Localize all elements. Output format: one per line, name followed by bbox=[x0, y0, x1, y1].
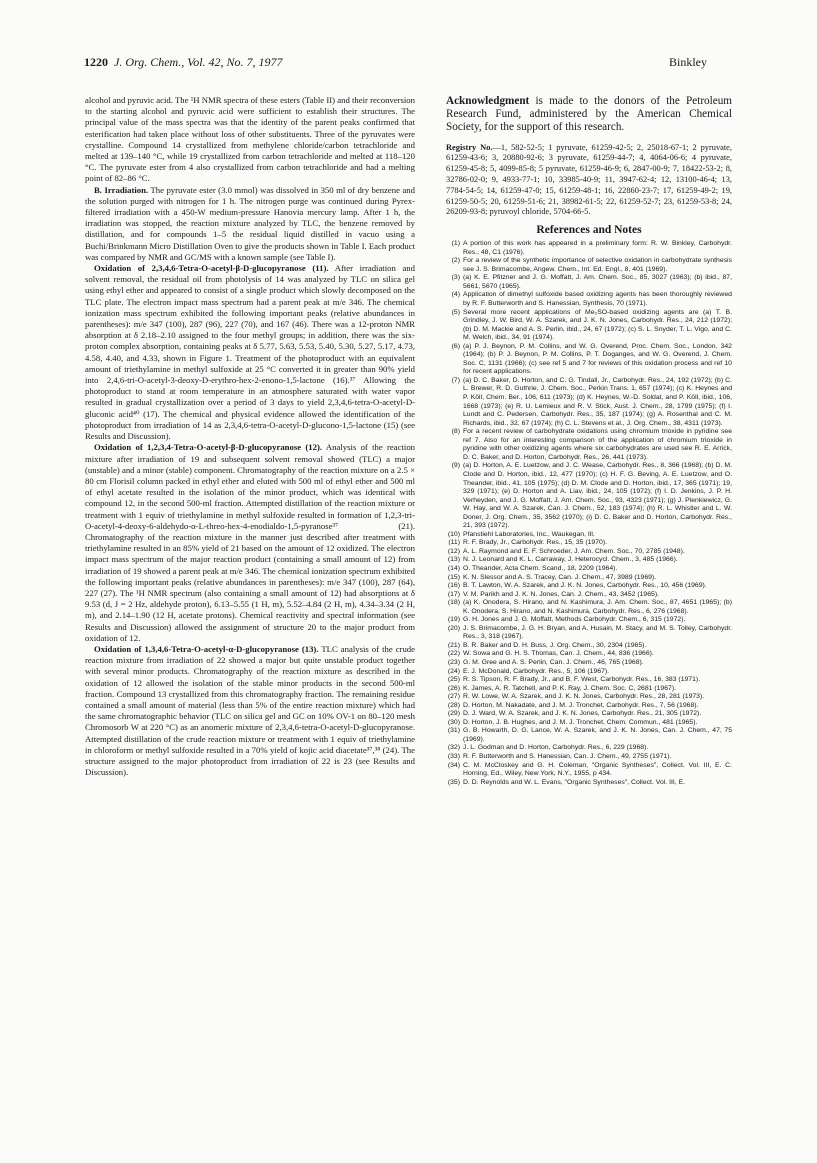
reference-item bbox=[446, 650, 732, 659]
reference-item bbox=[446, 702, 732, 711]
paragraph-heading: Oxidation of 2,3,4,6-Tetra-O-acetyl-β-D-glucopyranose (11). bbox=[94, 263, 329, 274]
reference-number: (6) bbox=[451, 342, 460, 350]
reference-number: (8) bbox=[451, 428, 460, 436]
paragraph-text: After irradiation and solvent removal, the residual oil from photolysis of 14 was analyzed by TLC on silica gel using ethyl ether and appeared to consist of a single product which slowly decomposed on the TLC plate. The electron impact mass spectrum had a parent peak at m/e 346. The chemical ionization mass spectrum exhibited the following important peaks (relative abundances in parentheses): m/e 347 (100), 287 (96), 227 (70), and 167 (46). There was a 12-proton NMR absorption at δ 2.18–2.10 assigned to the four methyl groups; in addition, there was the six-proton complex absorption, containing peaks at δ 5.77, 5.63, 5.53, 5.40, 5.30, 5.27, 5.17, 4.73, 4.58, 4.40, and 4.33, shown in Figure 1. Treatment of the photoproduct with an equivalent amount of triethylamine in methyl sulfoxide at 25 °C converted it in greater than 90% yield into 2,4,6-tri-O-acetyl-3-deoxy-D-erythro-hex-2-enono-1,5-lactone (16).³⁷ Allowing the photoproduct to stand at room temperature in an atmosphere saturated with water vapor resulted in gradual crystallization over a period of 3 days to yield 2,3,4,6-tetra-O-acetyl-D-gluconic acid⁴⁰ (17). The chemical and physical evidence allowed the identification of the photoproduct from irradiation of 14 as 2,3,4,6-tetra-O-acetyl-D-glucono-1,5-lactone (15) (see Results and Discussion). bbox=[85, 263, 415, 442]
reference-text: (a) P. J. Beynon, P. M. Collins, and W. G. Overend, Proc. Chem. Soc., London, 342 (1964); (b) P. J. Beynon, P. M. Collins, P. T. Doganges, and W. G. Overend, J. Chem. Soc. C, 1131 (1966); (c) see ref 5 and 7 for reviews of this oxidation process and ref 10 for recent applications. bbox=[463, 342, 732, 376]
reference-text: Several more recent applications of Me₂SO-based oxidizing agents are (a) T. B. Grindley, J. W. Bird, W. A. Szarek, and J. K. N. Jones, Carbohydr. Res., 24, 212 (1972); (b) D. M. Mackie and A. S. Perlin, ibid., 24, 67 (1972); (c) S. L. Snyder, T. L. Vigo, and C. M. Welch, ibid., 34, 91 (1974). bbox=[463, 308, 732, 342]
reference-item bbox=[446, 642, 732, 651]
references-title: References and Notes bbox=[536, 224, 642, 237]
reference-number: (24) bbox=[447, 667, 460, 675]
reference-text: J. S. Brimacombe, J. G. H. Bryan, and A. Husain, M. Stacy, and M. S. Tolley, Carbohydr. Res., 3, 318 (1967). bbox=[463, 624, 732, 641]
page-number: 1220 bbox=[84, 55, 108, 69]
paragraph bbox=[85, 185, 415, 263]
reference-number: (31) bbox=[447, 727, 460, 735]
reference-number: (22) bbox=[447, 650, 460, 658]
reference-number: (11) bbox=[448, 539, 460, 547]
paragraph-text: Analysis of the reaction mixture after irradiation of 19 and subsequent solvent removal showed (TLC) a major (unstable) and a minor (stable) component. Chromatography of the reaction mixture on a 2.5 × 80 cm Florisil column packed in ethyl ether and eluted with 500 ml of ethyl ether and 500 ml of ethyl acetate resulted in the isolation of the minor product, which was identical with compound 12, in the second 500-ml fraction. Attempted distillation of the reaction mixture or treatment with 1 equiv of triethylamine in methyl sulfoxide resulted in formation of 1,2,3-tri-O-acetyl-4-deoxy-6-aldehydo-α-L-threo-hex-4-enodialdo-1,5-pyranose³⁷ (21). Chromatography of the reaction mixture in the manner just described after treatment with triethylamine resulted in an 85% yield of 21 based on the amount of 12 oxidized. The electron impact mass spectrum of the major reaction product (containing a small amount of 12) from irradiation of 19 showed a parent peak at m/e 346. The chemical ionization spectrum exhibited the following important peaks (relative abundances in parentheses): m/e 347 (100), 287 (64), 227 (27). The ¹H NMR spectrum (also containing a small amount of 12) had absorptions at δ 9.53 (d, J = 2 Hz, aldehyde proton), 6.13–5.55 (1 H, m), 5.52–4.84 (2 H, m), 4.34–3.34 (2 H, m), and 2.14–1.90 (12 H, acetate protons). Chemical reactivity and spectral information (see Results and Discussion) allowed the assignment of structure 20 to the major product from oxidation of 12. bbox=[85, 442, 415, 643]
reference-number: (17) bbox=[447, 590, 460, 598]
registry-numbers bbox=[446, 143, 732, 219]
reference-text: (a) D. Horton, A. E. Luetzow, and J. C. Wease, Carbohydr. Res., 8, 366 (1968); (b) D. M. Clode and D. Horton, ibid., 12, 477 (1970); (c) H. F. G. Beving, A. E. Luetzow, and O. Theander, ibid., 41, 105 (1975); (d) D. M. Clode and D. Horton, ibid., 17, 365 (1971); 19, 329 (1971); (e) D. Horton and A. Liav, ibid., 24, 105 (1972); (f) I. D. Jenkins, J. P. H. Verheyden, and J. G. Moffatt, J. Am. Chem. Soc., 93, 4323 (1971); (g) J. Plenkiewicz, G. W. Hay, and W. A. Szarek, Can. J. Chem., 52, 183 (1974); (h) R. L. Whistler and L. W. Doner, J. Org. Chem., 35, 3562 (1970); (i) D. C. Baker and D. Horton, Carbohydr. Res., 21, 393 (1972). bbox=[463, 462, 732, 530]
left-column bbox=[85, 95, 415, 1095]
reference-text: R. S. Tipson, R. F. Brady, Jr., and B. F. West, Carbohydr. Res., 16, 383 (1971). bbox=[463, 676, 701, 684]
reference-text: For a recent review of carbohydrate oxidations using chromium trioxide in pyridine see ref 7. Also for an interesting comparison of the application of chromium trioxide in pyridine with other oxidizing agents where six carbohydrates are used see R. E. Arrick, D. C. Baker, and D. Horton, Carbohydr. Res., 26, 441 (1973). bbox=[463, 428, 732, 461]
paragraph-text: alcohol and pyruvic acid. The ¹H NMR spectra of these esters (Table II) and their reconversion to the starting alcohol and pyruvic acid were sufficient to establish their structures. The principal value of the mass spectra was that the identity of the parent peaks confirmed that esterification had taken place without loss of other substituents. Three of the pyruvates were crystalline. Compound 14 crystallized from methylene chloride/carbon tetrachloride and melted at 139–140 °C, while 19 crystallized from carbon tetrachloride and melted at 118–120 °C. The pyruvate ester from 4 also crystallized from carbon tetrachloride and had a melting point of 82–86 °C. bbox=[85, 95, 415, 184]
reference-number: (29) bbox=[447, 710, 460, 718]
reference-number: (21) bbox=[447, 641, 460, 649]
reference-number: (1) bbox=[451, 240, 460, 248]
reference-text: B. R. Baker and D. H. Buss, J. Org. Chem., 30, 2304 (1965). bbox=[463, 641, 647, 649]
paragraph bbox=[85, 263, 415, 442]
paragraph bbox=[85, 95, 415, 185]
reference-number: (33) bbox=[447, 753, 460, 760]
reference-item bbox=[446, 565, 732, 574]
acknowledgment-head: Acknowledgment bbox=[446, 95, 530, 107]
reference-item bbox=[446, 676, 732, 685]
reference-text: G. B. Howarth, D. G. Lance, W. A. Szarek, and J. K. N. Jones, Can. J. Chem., 47, 75 (1969). bbox=[463, 727, 732, 743]
reference-number: (10) bbox=[447, 530, 460, 538]
reference-text: C. M. McCloskey and G. H. Coleman, "Organic Syntheses", Collect. Vol. III, E. C. Horning, Ed., Wiley, New York, N.Y., 1955, p 434. bbox=[463, 761, 732, 778]
reference-number: (20) bbox=[447, 624, 460, 632]
reference-text: Pfanstiehl Laboratories, Inc., Waukegan, Ill. bbox=[463, 530, 595, 538]
paragraph-text: The pyruvate ester (3.0 mmol) was dissolved in 350 ml of dry benzene and the solution purged with nitrogen for 1 h. The nitrogen purge was continued during Pyrex-filtered irradiation with a 450-W medium-pressure Hanovia mercury lamp. After 1 h, the irradiation was stopped, the reaction mixture analyzed by TLC, the benzene removed by distillation, and for compounds 1–5 the residual liquid distilled in vacuo using a Buchi/Brinkmann Micro Distillation Oven to give the products shown in Table I. Each product was compared by NMR and GC/MS with a known sample (see Table I). bbox=[85, 184, 415, 262]
reference-item bbox=[446, 727, 732, 744]
reference-item bbox=[446, 462, 732, 530]
right-column bbox=[446, 95, 732, 1105]
reference-text: D. Horton, J. B. Hughes, and J. M. J. Tronchet, Chem. Commun., 481 (1965). bbox=[463, 718, 698, 726]
reference-number: (18) bbox=[447, 599, 460, 607]
header-author: Binkley bbox=[669, 55, 707, 69]
reference-item bbox=[446, 343, 732, 377]
acknowledgment bbox=[446, 95, 732, 135]
reference-item bbox=[446, 668, 732, 677]
reference-item bbox=[446, 719, 732, 728]
reference-number: (32) bbox=[447, 744, 460, 752]
reference-text: (a) K. Onodera, S. Hirano, and N. Kashimura, J. Am. Chem. Soc., 87, 4651 (1965); (b) K. Onodera, S. Hirano, and N. Kashimura, Carbohydr. Res., 6, 276 (1968). bbox=[463, 599, 732, 615]
reference-number: (9) bbox=[451, 462, 460, 470]
reference-number: (2) bbox=[451, 257, 460, 265]
reference-number: (27) bbox=[447, 693, 460, 701]
reference-text: R. F. Butterworth and S. Hanessian, Can. J. Chem., 49, 2755 (1971). bbox=[463, 753, 672, 760]
reference-number: (23) bbox=[447, 658, 460, 666]
reference-number: (4) bbox=[451, 291, 460, 299]
reference-number: (3) bbox=[451, 274, 460, 282]
reference-number: (30) bbox=[447, 718, 460, 726]
reference-text: (a) D. C. Baker, D. Horton, and C. G. Tindall, Jr., Carbohydr. Res., 24, 192 (1972); (b) C. L. Brewer, R. D. Guthrie, J. Chem. Soc., Perkin Trans. 1, 657 (1974); (c) K. Heynes and P. Köll, Chem. Ber., 106, 611 (1973); (d) K. Heynes, W.-D. Soldat, and P. Köll, ibid., 106, 1668 (1973); (e) R. U. Lemieux and R. V. Stick, Aust. J. Chem., 28, 1799 (1975); (f) I. Lundt and C. Pedersen, Carbohydr. Res., 35, 187 (1974); (g) A. Rosenthal and C. M. Richards, ibid., 32, 67 (1974); (h) C. L. Stevens et al., J. Org. Chem., 38, 4311 (1973). bbox=[463, 376, 732, 427]
reference-item bbox=[446, 574, 732, 583]
registry-text: —1, 582-52-5; 1 pyruvate, 61259-42-5; 2, 25018-67-1; 2 pyruvate, 61259-43-6; 3, 20880-92-6; 3 pyruvate, 61259-44-7; 4, 4064-06-6; 4 pyruvate, 61259-45-8; 5, 4099-85-8; 5 pyruvate, 61259-46-9; 6, 2847-00-9; 7, 18422-53-2; 8, 32786-02-0; 9, 4933-77-1; 10, 33985-40-9; 11, 3947-62-4; 12, 13100-46-4; 13, 7784-54-5; 14, 61259-47-0; 15, 61259-48-1; 16, 22860-23-7; 17, 61259-49-2; 19, 61259-50-5; 20, 61259-51-6; 21, 38982-61-5; 22, 61259-52-7; 23, 61259-53-8; 24, 26209-93-8; pyruvoyl chloride, 5704-66-5. bbox=[446, 142, 732, 217]
reference-text: G. M. Gree and A. S. Perlin, Can. J. Chem., 46, 765 (1968). bbox=[463, 658, 644, 666]
reference-item bbox=[446, 693, 732, 702]
reference-item bbox=[446, 591, 732, 600]
reference-item bbox=[446, 753, 732, 762]
reference-item bbox=[446, 531, 732, 540]
reference-item bbox=[446, 556, 732, 565]
reference-number: (34) bbox=[447, 761, 460, 769]
reference-number: (26) bbox=[447, 684, 460, 692]
reference-item bbox=[446, 539, 732, 548]
reference-item bbox=[446, 685, 732, 694]
reference-text: V. M. Parikh and J. K. N. Jones, Can. J. Chem., 43, 3452 (1965). bbox=[463, 590, 660, 598]
reference-item bbox=[446, 599, 732, 616]
paragraph-text: TLC analysis of the crude reaction mixture from irradiation of 22 showed a major but quite unstable product together with several minor products. Chromatography of the reaction mixture as described in the oxidation of 12 allowed the isolation of the stable minor products in the second 500-ml fraction. Compound 13 crystallized from this chromatography fraction. The remaining residue contained a small amount of material (less than 5% of the entire reaction mixture) which had the same chromatographic behavior (TLC on silica gel and GC on 10% OV-1 on 80–120 mesh Chromosorb W at 220 °C) as an anomeric mixture of 2,3,4,6-tetra-O-acetyl-D-glucopyranose. Attempted distillation of the crude reaction mixture or treatment with 1 equiv of triethylamine in chloroform or methyl sulfoxide resulted in a 70% yield of kojic acid diacetate³⁷,³⁸ (24). The structure assigned to the major photoproduct from irradiation of 22 is 23 (see Results and Discussion). bbox=[85, 643, 415, 778]
reference-item bbox=[446, 377, 732, 428]
reference-text: D. Horton, M. Nakadate, and J. M. J. Tronchet, Carbohydr. Res., 7, 56 (1968). bbox=[463, 701, 699, 709]
reference-item bbox=[446, 548, 732, 557]
reference-item bbox=[446, 428, 732, 462]
reference-text: R. W. Lowe, W. A. Szarek, and J. K. N. Jones, Carbohydr. Res., 28, 281 (1973). bbox=[463, 693, 705, 701]
reference-item bbox=[446, 762, 732, 779]
paragraph bbox=[85, 442, 415, 644]
paragraph-heading: B. Irradiation. bbox=[94, 184, 149, 195]
reference-text: (a) K. E. Pfitzner and J. G. Moffatt, J. Am. Chem. Soc., 85, 3027 (1963); (b) ibid., 87, 5661, 5670 (1965). bbox=[463, 274, 732, 290]
reference-item bbox=[446, 309, 732, 343]
reference-text: A portion of this work has appeared in a preliminary form: R. W. Binkley, Carbohydr. Res., 48, C1 (1976). bbox=[463, 240, 732, 256]
reference-text: N. J. Leonard and K. L. Carraway, J. Heterocycl. Chem., 3, 485 (1966). bbox=[463, 556, 678, 564]
paragraph-heading: Oxidation of 1,2,3,4-Tetra-O-acetyl-β-D-glucopyranose (12). bbox=[94, 442, 323, 453]
reference-text: A. L. Raymond and E. F. Schroeder, J. Am. Chem. Soc., 70, 2785 (1948). bbox=[463, 547, 685, 555]
acknowledgment-text: is made to the donors of the Petroleum Research Fund, administered by the American Chemical Society, for the support of this research. bbox=[446, 95, 732, 134]
reference-number: (13) bbox=[447, 556, 460, 564]
reference-text: Application of dimethyl sulfoxide based oxidizing agents has been thoroughly reviewed by R. F. Butterworth and S. Hanessian, Synthesis, 70 (1971). bbox=[463, 291, 732, 308]
reference-number: (7) bbox=[451, 376, 460, 384]
reference-item bbox=[446, 710, 732, 719]
reference-text: E. J. McDonald, Carbohydr. Res., 5, 106 (1967). bbox=[463, 667, 610, 675]
reference-number: (28) bbox=[447, 701, 460, 709]
reference-item bbox=[446, 274, 732, 291]
reference-number: (16) bbox=[447, 582, 460, 590]
reference-item bbox=[446, 240, 732, 257]
reference-text: B. T. Lawton, W. A. Szarek, and J. K. N. Jones, Carbohydr. Res., 10, 456 (1969). bbox=[463, 582, 707, 590]
reference-number: (25) bbox=[447, 676, 460, 684]
reference-text: D. J. Ward, W. A. Szarek, and J. K. N. Jones, Carbohydr. Res., 21, 305 (1972). bbox=[463, 710, 702, 718]
reference-text: W. Sowa and G. H. S. Thomas, Can. J. Chem., 44, 836 (1966). bbox=[463, 650, 654, 658]
reference-item bbox=[446, 257, 732, 274]
reference-number: (12) bbox=[447, 547, 460, 555]
reference-number: (5) bbox=[451, 308, 460, 316]
reference-item bbox=[446, 625, 732, 642]
reference-text: K. James, A. R. Tatchell, and P. K. Ray, J. Chem. Soc. C, 2681 (1967). bbox=[463, 684, 677, 692]
reference-number: (35) bbox=[447, 778, 460, 786]
paragraph bbox=[85, 644, 415, 778]
reference-item bbox=[446, 291, 732, 308]
reference-item bbox=[446, 779, 732, 788]
reference-text: D. D. Reynolds and W. L. Evans, "Organic Syntheses", Collect. Vol. III, E. bbox=[463, 778, 686, 786]
reference-text: G. H. Jones and J. G. Moffatt, Methods Carbohydr. Chem., 6, 315 (1972). bbox=[463, 616, 686, 624]
reference-item bbox=[446, 659, 732, 668]
reference-text: For a review of the synthetic importance of selective oxidation in carbohydrate synthesis see J. S. Brimacombe, Angew. Chem., Int. Ed. Engl., 8, 401 (1969). bbox=[463, 257, 732, 273]
reference-item bbox=[446, 616, 732, 625]
reference-text: K. N. Slessor and A. S. Tracey, Can. J. Chem., 47, 3989 (1969). bbox=[463, 573, 657, 581]
reference-item bbox=[446, 744, 732, 753]
experimental-text bbox=[85, 95, 415, 778]
paragraph-heading: Oxidation of 1,3,4,6-Tetra-O-acetyl-α-D-glucopyranose (13). bbox=[94, 643, 319, 654]
reference-number: (15) bbox=[447, 573, 460, 581]
running-header bbox=[84, 55, 283, 69]
reference-number: (14) bbox=[447, 564, 460, 572]
reference-text: O. Theander, Acta Chem. Scand., 18, 2209 (1964). bbox=[463, 564, 618, 572]
registry-head: Registry No. bbox=[446, 142, 493, 152]
reference-item bbox=[446, 582, 732, 591]
references-list bbox=[446, 240, 732, 787]
reference-text: R. F. Brady, Jr., Carbohydr. Res., 15, 35 (1970). bbox=[463, 539, 608, 547]
journal-citation: J. Org. Chem., Vol. 42, No. 7, 1977 bbox=[114, 55, 283, 69]
reference-text: J. L. Godman and D. Horton, Carbohydr. Res., 6, 229 (1968). bbox=[463, 744, 649, 752]
reference-number: (19) bbox=[447, 616, 460, 624]
